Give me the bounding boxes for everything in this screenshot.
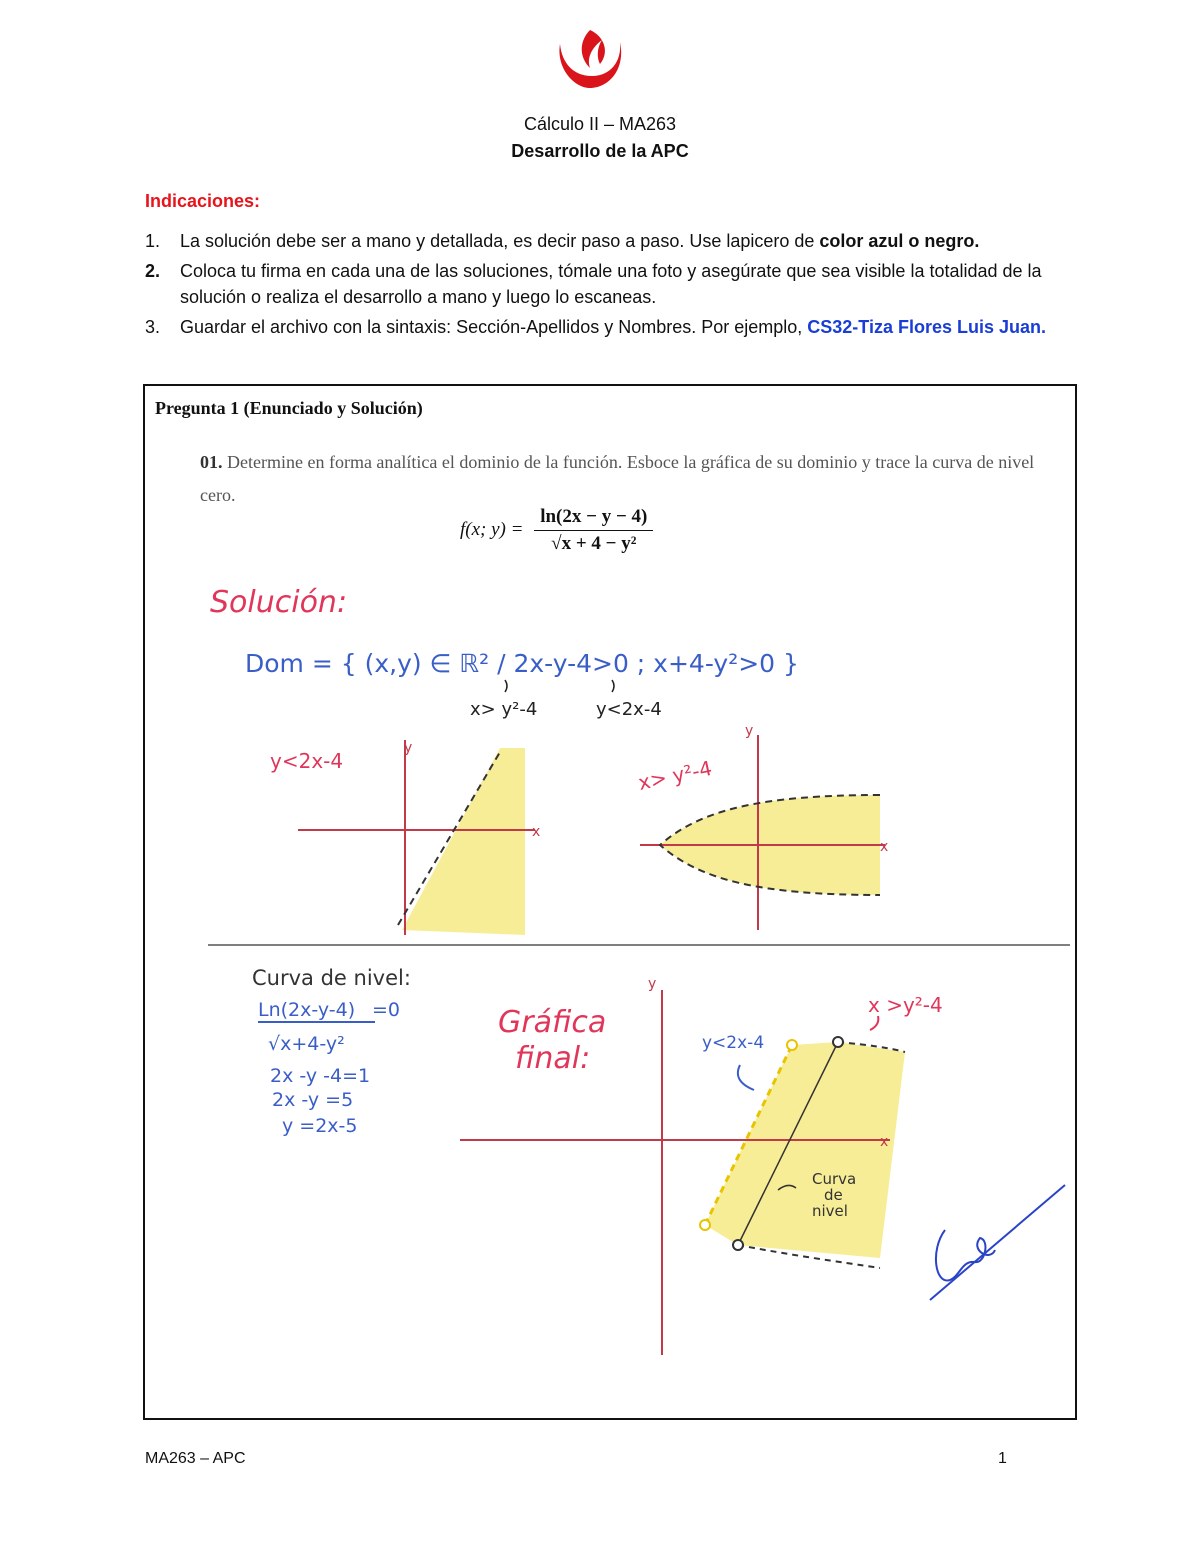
graph-2 [636, 723, 888, 930]
signature [930, 1185, 1065, 1300]
svg-text:2x -y =5: 2x -y =5 [272, 1089, 354, 1111]
list-item: 3. Guardar el archivo con la sintaxis: Sección-Apellidos y Nombres. Por ejemplo, CS32-Tiza Flores Luis Juan. [145, 317, 1047, 337]
curve-label-2: de [824, 1186, 843, 1204]
indications-heading: Indicaciones: [145, 191, 261, 211]
svg-text:y: y [745, 723, 754, 739]
curve-label-3: nivel [812, 1202, 848, 1220]
condition-2: y<2x-4 [596, 699, 662, 720]
handwritten-solution [145, 565, 1071, 1415]
question-statement: 01. Determine en forma analítica el dominio de la función. Esboce la gráfica de su dominio y trace la curva de nivel cero. [200, 452, 1035, 505]
svg-text:y: y [648, 976, 657, 992]
svg-text:x: x [880, 1134, 889, 1150]
solution-label: Solución: [210, 585, 348, 620]
graph-1 [270, 740, 540, 935]
document-title: Cálculo II – MA263 [523, 114, 677, 134]
svg-text:y =2x-5: y =2x-5 [282, 1115, 358, 1137]
indications-list [145, 228, 1095, 344]
curve-label-1: Curva [812, 1170, 857, 1188]
final-condition-1: y<2x-4 [702, 1033, 765, 1053]
graph-1-label: y<2x-4 [270, 749, 344, 773]
question-heading: Pregunta 1 (Enunciado y Solución) [155, 398, 423, 418]
document-subtitle: Desarrollo de la APC [511, 141, 689, 161]
svg-text:x: x [880, 839, 889, 855]
domain-expression: Dom = { (x,y) ∈ ℝ² / 2x-y-4>0 ; x+4-y²>0 } [245, 649, 799, 678]
svg-text:y: y [404, 740, 413, 756]
svg-text:x: x [532, 824, 541, 840]
final-graph-label-1: Gráfica [498, 1005, 607, 1040]
condition-1: x> y²-4 [470, 699, 538, 720]
level-curve-denominator: √x+4-y² [268, 1033, 345, 1055]
filename-example: CS32-Tiza Flores Luis Juan. [807, 317, 1047, 337]
level-curve-title: Curva de nivel: [252, 966, 411, 990]
svg-text:=0: =0 [372, 999, 401, 1021]
footer-course: MA263 – APC [145, 1450, 246, 1467]
list-item: 1. La solución debe ser a mano y detallada, es decir paso a paso. Use lapicero de color azul o negro. [145, 231, 980, 251]
final-graph-label-2: final: [515, 1041, 591, 1076]
final-condition-2: x >y²-4 [868, 993, 943, 1017]
list-item: 2. Coloca tu firma en cada una de las soluciones, tómale una foto y asegúrate que sea visible la totalidad de la solución o realiza el desarrollo a mano y luego lo escaneas. [145, 261, 1042, 307]
graph-2-label: x> y²-4 [636, 755, 715, 795]
level-curve-numerator: Ln(2x-y-4) [258, 999, 356, 1021]
upc-logo [550, 22, 630, 94]
svg-text:2x -y -4=1: 2x -y -4=1 [270, 1065, 371, 1087]
page-number: 1 [998, 1450, 1007, 1467]
function-formula: f(x; y) = $\frac{\ln(2x - y - 4)}{\text{√x + 4 − y²}}$ [460, 506, 653, 555]
